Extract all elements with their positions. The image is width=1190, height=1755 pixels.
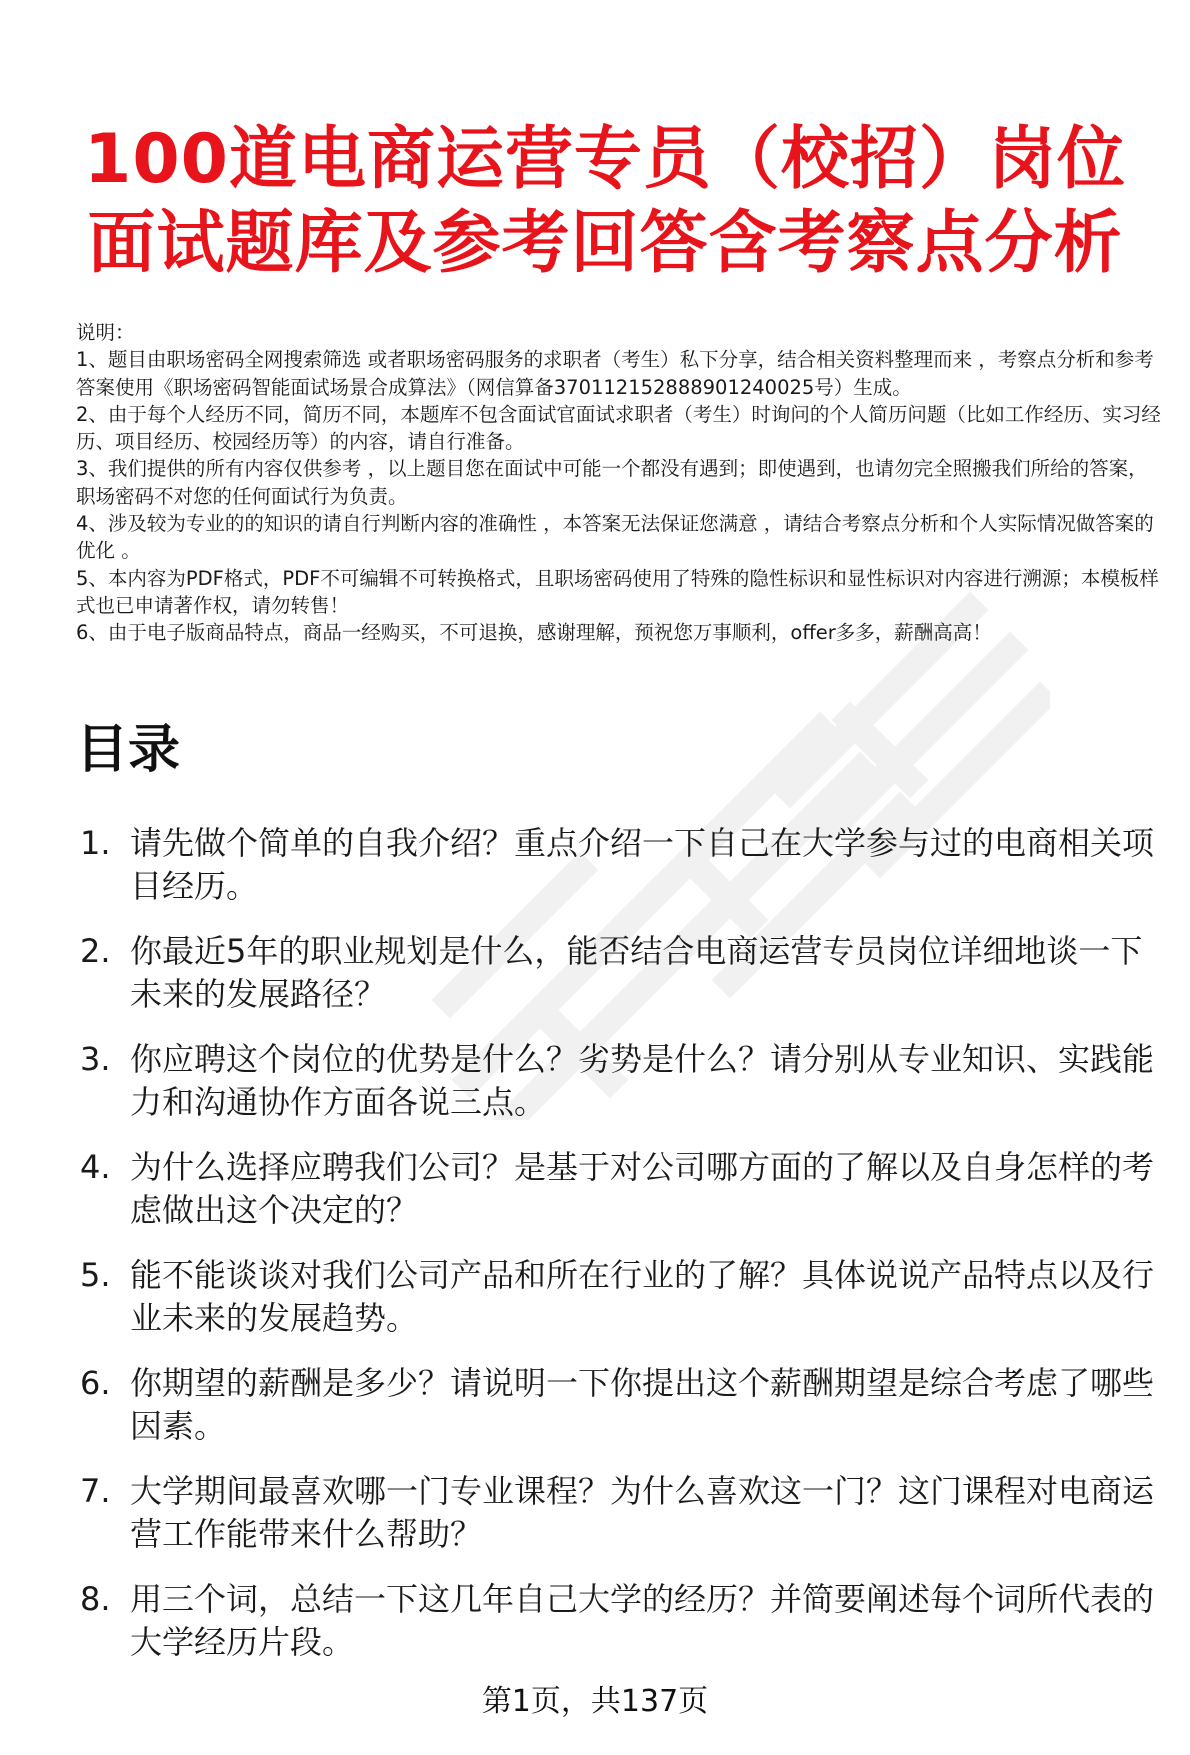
toc-item[interactable] bbox=[76, 930, 1166, 1038]
toc-item-text: 能不能谈谈对我们公司产品和所在行业的了解？具体说说产品特点以及行业未来的发展趋势。 bbox=[130, 1256, 1155, 1337]
toc-item-number: 1. bbox=[80, 824, 111, 862]
toc-item-text: 为什么选择应聘我们公司？是基于对公司哪方面的了解以及自身怎样的考虑做出这个决定的？ bbox=[130, 1148, 1155, 1229]
notes-heading: 说明： bbox=[76, 321, 135, 344]
toc-item[interactable] bbox=[76, 1578, 1166, 1686]
note-item: 5、本内容为PDF格式，PDF不可编辑不可转换格式，且职场密码使用了特殊的隐性标识和显性标识对内容进行溯源；本模板样式也已申请著作权，请勿转售！ bbox=[76, 566, 1159, 617]
note-item: 4、涉及较为专业的的知识的请自行判断内容的准确性 ，本答案无法保证您满意 ，请结合考察点分析和个人实际情况做答案的优化 。 bbox=[76, 512, 1154, 563]
toc-item[interactable] bbox=[76, 1470, 1166, 1578]
toc-item-text: 你应聘这个岗位的优势是什么？劣势是什么？请分别从专业知识、实践能力和沟通协作方面各说三点。 bbox=[130, 1040, 1155, 1121]
note-item: 6、由于电子版商品特点，商品一经购买，不可退换，感谢理解，预祝您万事顺利，offer多多，薪酬高高！ bbox=[76, 621, 992, 645]
toc-item-number: 6. bbox=[80, 1364, 111, 1402]
toc-item[interactable] bbox=[76, 1362, 1166, 1470]
toc-item[interactable] bbox=[76, 1254, 1166, 1362]
toc-item-number: 3. bbox=[80, 1040, 111, 1078]
notes-section bbox=[76, 319, 1166, 647]
toc-item-number: 5. bbox=[80, 1256, 111, 1294]
toc-item-number: 4. bbox=[80, 1148, 111, 1186]
toc-item-number: 7. bbox=[80, 1472, 111, 1510]
note-item: 2、由于每个人经历不同，简历不同，本题库不包含面试官面试求职者（考生）时询问的个人简历问题（比如工作经历、实习经历、项目经历、校园经历等）的内容，请自行准备。 bbox=[76, 402, 1161, 454]
toc-item-text: 请先做个简单的自我介绍？重点介绍一下自己在大学参与过的电商相关项目经历。 bbox=[130, 824, 1155, 905]
toc-item[interactable] bbox=[76, 1146, 1166, 1254]
toc-list bbox=[76, 822, 1166, 1686]
note-item: 1、题目由职场密码全网搜索筛选 或者职场密码服务的求职者（考生）私下分享，结合相关资料整理而来 ，考察点分析和参考答案使用《职场密码智能面试场景合成算法》（网信算备370112152888901240025号）生成。 bbox=[76, 348, 1154, 399]
document-title: 100道电商运营专员（校招）岗位面试题库及参考回答含考察点分析 bbox=[84, 120, 1126, 283]
toc-heading: 目录 bbox=[76, 720, 181, 780]
toc-item-number: 8. bbox=[80, 1580, 111, 1618]
toc-item-text: 用三个词，总结一下这几年自己大学的经历？并简要阐述每个词所代表的大学经历片段。 bbox=[130, 1580, 1155, 1661]
page-footer: 第1页，共137页 bbox=[481, 1684, 709, 1719]
toc-item-number: 2. bbox=[80, 932, 111, 970]
toc-item-text: 你期望的薪酬是多少？请说明一下你提出这个薪酬期望是综合考虑了哪些因素。 bbox=[130, 1364, 1155, 1445]
toc-item-text: 你最近5年的职业规划是什么，能否结合电商运营专员岗位详细地谈一下未来的发展路径？ bbox=[130, 932, 1143, 1013]
toc-item[interactable] bbox=[76, 822, 1166, 930]
toc-item[interactable] bbox=[76, 1038, 1166, 1146]
note-item: 3、我们提供的所有内容仅供参考 ，以上题目您在面试中可能一个都没有遇到；即使遇到，也请勿完全照搬我们所给的答案，职场密码不对您的任何面试行为负责。 bbox=[76, 457, 1148, 508]
toc-item-text: 大学期间最喜欢哪一门专业课程？为什么喜欢这一门？这门课程对电商运营工作能带来什么帮助？ bbox=[130, 1472, 1155, 1553]
